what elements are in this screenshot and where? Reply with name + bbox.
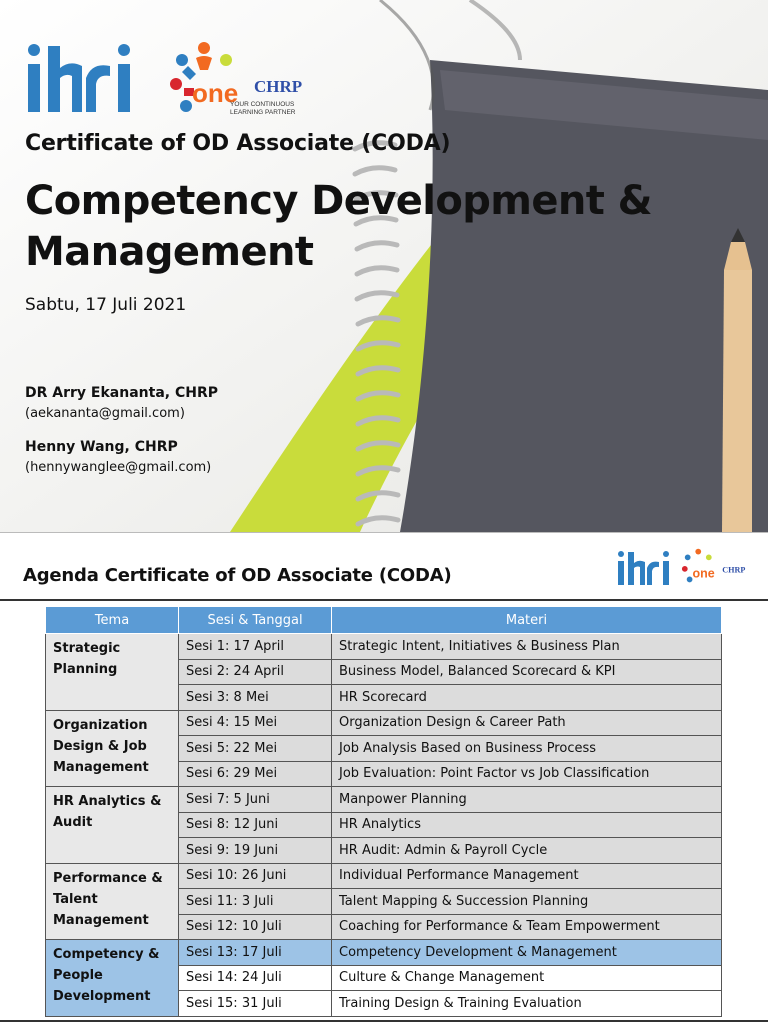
materi-cell: Business Model, Balanced Scorecard & KPI [332, 659, 722, 685]
tema-cell: Performance & Talent Management [46, 863, 179, 940]
materi-cell: HR Scorecard [332, 685, 722, 711]
course-subtitle: Certificate of OD Associate (CODA) [25, 131, 451, 156]
sesi-cell: Sesi 3: 8 Mei [179, 685, 332, 711]
materi-cell: Strategic Intent, Initiatives & Business Plan [332, 634, 722, 660]
agenda-table [45, 606, 722, 1017]
logo-chrp-text-small: CHRP [722, 565, 746, 575]
title-line-1: Competency Development & [25, 178, 652, 224]
tema-cell: HR Analytics & Audit [46, 787, 179, 864]
materi-cell: Competency Development & Management [332, 940, 722, 966]
column-header-sesi: Sesi & Tanggal [179, 607, 332, 634]
sesi-cell: Sesi 12: 10 Juli [179, 914, 332, 940]
materi-cell: Job Evaluation: Point Factor vs Job Classification [332, 761, 722, 787]
table-row [46, 710, 722, 736]
logo-one-text-small: one [692, 566, 715, 581]
column-header-materi: Materi [332, 607, 722, 634]
agenda-slide [0, 533, 768, 1024]
presenter-name: DR Arry Ekananta, CHRP [25, 385, 218, 401]
table-row [46, 634, 722, 660]
agenda-title: Agenda Certificate of OD Associate (CODA) [23, 565, 452, 586]
sesi-cell: Sesi 14: 24 Juli [179, 965, 332, 991]
logo-one-text: one [192, 78, 239, 108]
logo-tagline-2: LEARNING PARTNER [230, 109, 296, 116]
sesi-cell: Sesi 15: 31 Juli [179, 991, 332, 1017]
materi-cell: HR Analytics [332, 812, 722, 838]
session-date: Sabtu, 17 Juli 2021 [25, 295, 187, 315]
logo-tagline-1: YOUR CONTINUOUS [230, 101, 295, 108]
sesi-cell: Sesi 11: 3 Juli [179, 889, 332, 915]
materi-cell: Talent Mapping & Succession Planning [332, 889, 722, 915]
sesi-cell: Sesi 5: 22 Mei [179, 736, 332, 762]
materi-cell: Individual Performance Management [332, 863, 722, 889]
materi-cell: HR Audit: Admin & Payroll Cycle [332, 838, 722, 864]
table-row-highlighted [46, 940, 722, 966]
tema-cell: Strategic Planning [46, 634, 179, 711]
logo-chrp-text: CHRP [254, 77, 303, 96]
onechrp-logo-small [680, 547, 752, 585]
table-row [46, 863, 722, 889]
sesi-cell: Sesi 8: 12 Juni [179, 812, 332, 838]
sesi-cell: Sesi 4: 15 Mei [179, 710, 332, 736]
materi-cell: Organization Design & Career Path [332, 710, 722, 736]
ihri-logo-small [617, 549, 673, 587]
materi-cell: Coaching for Performance & Team Empowerment [332, 914, 722, 940]
agenda-bottom-rule [0, 1020, 768, 1022]
course-title [25, 176, 725, 278]
table-header-row [46, 607, 722, 634]
sesi-cell: Sesi 10: 26 Juni [179, 863, 332, 889]
presenter-name: Henny Wang, CHRP [25, 439, 178, 455]
sesi-cell: Sesi 1: 17 April [179, 634, 332, 660]
agenda-title-rule [0, 599, 768, 601]
presenter-email: (hennywanglee@gmail.com) [25, 460, 212, 475]
sesi-cell: Sesi 13: 17 Juli [179, 940, 332, 966]
materi-cell: Job Analysis Based on Business Process [332, 736, 722, 762]
title-line-2: Management [25, 229, 314, 275]
sesi-cell: Sesi 6: 29 Mei [179, 761, 332, 787]
presenter-email: (aekananta@gmail.com) [25, 406, 185, 421]
sesi-cell: Sesi 2: 24 April [179, 659, 332, 685]
onechrp-logo [166, 40, 316, 116]
materi-cell: Culture & Change Management [332, 965, 722, 991]
table-row [46, 787, 722, 813]
column-header-tema: Tema [46, 607, 179, 634]
tema-cell: Competency & People Development [46, 940, 179, 1017]
materi-cell: Manpower Planning [332, 787, 722, 813]
sesi-cell: Sesi 9: 19 Juni [179, 838, 332, 864]
sesi-cell: Sesi 7: 5 Juni [179, 787, 332, 813]
ihri-logo [26, 42, 138, 114]
materi-cell: Training Design & Training Evaluation [332, 991, 722, 1017]
tema-cell: Organization Design & Job Management [46, 710, 179, 787]
